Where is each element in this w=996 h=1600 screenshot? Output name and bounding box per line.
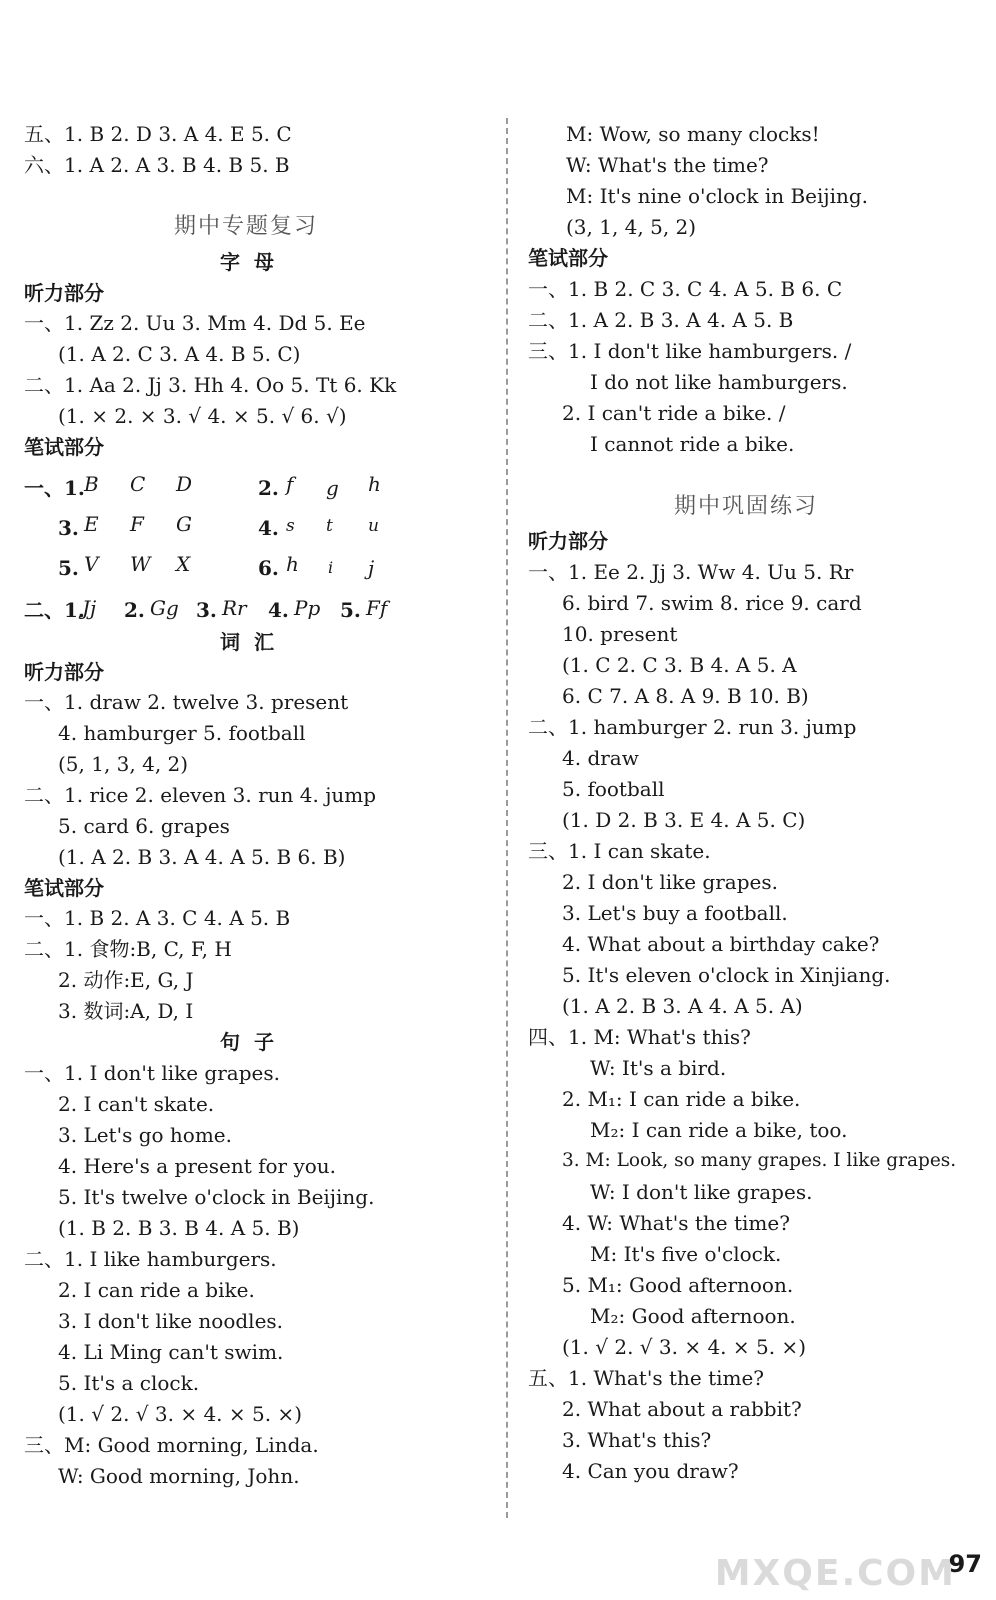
- answer-line: (1. × 2. × 3. √ 4. × 5. √ 6. √): [58, 404, 347, 428]
- vocab-subtitle: 词汇: [220, 630, 288, 654]
- answer-line: (1. D 2. B 3. E 4. A 5. C): [562, 808, 806, 832]
- answer-line: 二、1. I like hamburgers.: [24, 1247, 277, 1271]
- handwritten-letter: s: [286, 516, 295, 536]
- answer-line: 2. I can't skate.: [58, 1092, 215, 1116]
- question-number: 2.: [124, 598, 145, 622]
- answer-line: 一、1. Ee 2. Jj 3. Ww 4. Uu 5. Rr: [528, 560, 854, 584]
- listening-heading: 听力部分: [24, 281, 104, 305]
- consolidation-title: 期中巩固练习: [674, 494, 819, 519]
- written-heading: 笔试部分: [528, 246, 608, 270]
- question-number: 3.: [196, 598, 217, 622]
- answer-line: 三、1. I can skate.: [528, 839, 711, 863]
- handwritten-letter: u: [368, 516, 379, 536]
- handwritten-letter: h: [368, 472, 381, 496]
- answer-line: (1. C 2. C 3. B 4. A 5. A: [562, 653, 797, 677]
- answer-line: (1. √ 2. √ 3. × 4. × 5. ×): [562, 1335, 806, 1359]
- answer-line: 二、1. hamburger 2. run 3. jump: [528, 715, 857, 739]
- answer-line: 一、1. I don't like grapes.: [24, 1061, 280, 1085]
- answer-line: M₂: Good afternoon.: [590, 1304, 796, 1328]
- answer-line: 三、M: Good morning, Linda.: [24, 1433, 319, 1457]
- answer-line: 4. W: What's the time?: [562, 1211, 790, 1235]
- answer-line: M: It's five o'clock.: [590, 1242, 782, 1266]
- midterm-review-title: 期中专题复习: [174, 214, 319, 239]
- answer-line: 5. It's a clock.: [58, 1371, 200, 1395]
- answer-line: 四、1. M: What's this?: [528, 1025, 751, 1049]
- question-number: 5.: [58, 556, 79, 580]
- answer-line: 二、1. A 2. B 3. A 4. A 5. B: [528, 308, 794, 332]
- answer-line: 2. I can't ride a bike. /: [562, 401, 786, 425]
- handwritten-letter: G: [176, 512, 192, 536]
- handwritten-letter: F: [130, 512, 144, 536]
- answer-line: 3. Let's buy a football.: [562, 901, 788, 925]
- column-divider: [506, 118, 508, 1518]
- question-number: 3.: [58, 516, 79, 540]
- answer-line: 三、1. I don't like hamburgers. /: [528, 339, 852, 363]
- question-number: 4.: [258, 516, 279, 540]
- page-number: 97: [948, 1550, 982, 1578]
- listening-heading: 听力部分: [24, 660, 104, 684]
- answer-line: (5, 1, 3, 4, 2): [58, 752, 189, 776]
- answer-line: (1. √ 2. √ 3. × 4. × 5. ×): [58, 1402, 302, 1426]
- handwritten-letter: i: [328, 558, 334, 577]
- answer-line: 二、1. 食物:B, C, F, H: [24, 937, 232, 961]
- handwritten-letter: Gg: [150, 596, 179, 620]
- watermark-logo: MXQE.COM: [714, 1553, 956, 1594]
- answer-line: 3. Let's go home.: [58, 1123, 232, 1147]
- sentences-subtitle: 句子: [220, 1030, 288, 1054]
- answer-line: (3, 1, 4, 5, 2): [566, 215, 697, 239]
- answer-line: I do not like hamburgers.: [590, 370, 848, 394]
- answer-line: 五、1. B 2. D 3. A 4. E 5. C: [24, 122, 292, 146]
- question-number: 一、1.: [24, 476, 85, 500]
- answer-line: 5. card 6. grapes: [58, 814, 230, 838]
- letters-subtitle: 字母: [220, 250, 288, 274]
- answer-line: 2. M₁: I can ride a bike.: [562, 1087, 801, 1111]
- answer-line: 六、1. A 2. A 3. B 4. B 5. B: [24, 153, 290, 177]
- answer-line: 一、1. Zz 2. Uu 3. Mm 4. Dd 5. Ee: [24, 311, 366, 335]
- handwritten-letter: h: [286, 552, 299, 576]
- answer-line: 2. 动作:E, G, J: [58, 968, 194, 992]
- written-heading: 笔试部分: [24, 876, 104, 900]
- handwritten-letter: E: [84, 512, 99, 536]
- answer-line: 5. It's twelve o'clock in Beijing.: [58, 1185, 375, 1209]
- written-heading: 笔试部分: [24, 435, 104, 459]
- handwritten-letter: Rr: [222, 596, 247, 620]
- answer-line: 3. I don't like noodles.: [58, 1309, 284, 1333]
- answer-line: 一、1. B 2. C 3. C 4. A 5. B 6. C: [528, 277, 843, 301]
- answer-line: (1. A 2. B 3. A 4. A 5. B 6. B): [58, 845, 346, 869]
- question-number: 4.: [268, 598, 289, 622]
- handwritten-letter: j: [368, 556, 375, 580]
- answer-line: 4. What about a birthday cake?: [562, 932, 880, 956]
- answer-line: I cannot ride a bike.: [590, 432, 795, 456]
- answer-line: 一、1. B 2. A 3. C 4. A 5. B: [24, 906, 291, 930]
- answer-line: 10. present: [562, 622, 678, 646]
- handwritten-letter: Jj: [82, 596, 97, 620]
- handwritten-letter: C: [130, 472, 146, 496]
- handwritten-letter: g: [326, 476, 339, 500]
- answer-line: 3. What's this?: [562, 1428, 712, 1452]
- answer-line: M: Wow, so many clocks!: [566, 122, 820, 146]
- answer-line: (1. A 2. C 3. A 4. B 5. C): [58, 342, 301, 366]
- answer-line: 4. Can you draw?: [562, 1459, 739, 1483]
- answer-line: (1. A 2. B 3. A 4. A 5. A): [562, 994, 803, 1018]
- question-number: 2.: [258, 476, 279, 500]
- question-number: 6.: [258, 556, 279, 580]
- answer-line: 4. Li Ming can't swim.: [58, 1340, 284, 1364]
- handwritten-letter: Ff: [366, 596, 388, 620]
- handwritten-letter: D: [176, 472, 193, 496]
- answer-line: M: It's nine o'clock in Beijing.: [566, 184, 869, 208]
- answer-line: W: What's the time?: [566, 153, 769, 177]
- answer-line: 4. Here's a present for you.: [58, 1154, 337, 1178]
- answer-line: W: It's a bird.: [590, 1056, 727, 1080]
- listening-heading: 听力部分: [528, 529, 608, 553]
- handwritten-letter: V: [84, 552, 99, 576]
- question-number: 二、1.: [24, 598, 85, 622]
- answer-line: 3. 数词:A, D, I: [58, 999, 194, 1023]
- answer-line: 5. football: [562, 777, 665, 801]
- answer-line: 五、1. What's the time?: [528, 1366, 765, 1390]
- answer-line: 二、1. Aa 2. Jj 3. Hh 4. Oo 5. Tt 6. Kk: [24, 373, 397, 397]
- answer-line: (1. B 2. B 3. B 4. A 5. B): [58, 1216, 300, 1240]
- answer-line: 5. It's eleven o'clock in Xinjiang.: [562, 963, 891, 987]
- answer-line: 一、1. draw 2. twelve 3. present: [24, 690, 349, 714]
- answer-line: 6. bird 7. swim 8. rice 9. card: [562, 591, 862, 615]
- answer-line: 6. C 7. A 8. A 9. B 10. B): [562, 684, 809, 708]
- answer-line: 2. What about a rabbit?: [562, 1397, 802, 1421]
- answer-line: 2. I don't like grapes.: [562, 870, 778, 894]
- answer-line: 4. draw: [562, 746, 639, 770]
- question-number: 5.: [340, 598, 361, 622]
- answer-line: 二、1. rice 2. eleven 3. run 4. jump: [24, 783, 377, 807]
- answer-line: M₂: I can ride a bike, too.: [590, 1118, 848, 1142]
- handwritten-letter: X: [176, 552, 191, 576]
- answer-line: 5. M₁: Good afternoon.: [562, 1273, 794, 1297]
- handwritten-letter: B: [84, 472, 99, 496]
- handwritten-letter: Pp: [294, 596, 321, 620]
- answer-line: 3. M: Look, so many grapes. I like grapes.: [562, 1150, 957, 1171]
- answer-line: W: Good morning, John.: [58, 1464, 300, 1488]
- answer-line: W: I don't like grapes.: [590, 1180, 813, 1204]
- answer-line: 2. I can ride a bike.: [58, 1278, 255, 1302]
- handwritten-letter: t: [326, 516, 333, 536]
- handwritten-letter: W: [130, 552, 151, 576]
- answer-line: 4. hamburger 5. football: [58, 721, 306, 745]
- handwritten-letter: f: [286, 472, 294, 496]
